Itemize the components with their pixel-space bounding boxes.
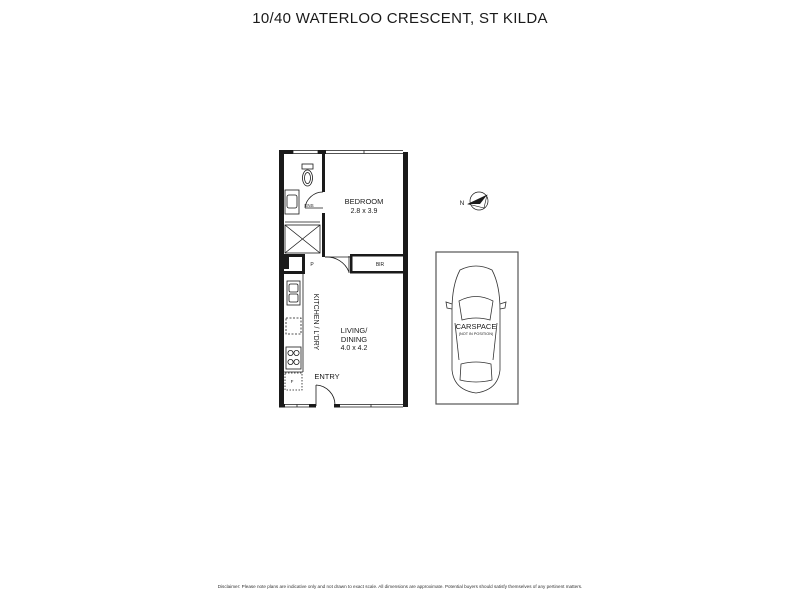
living-label-line2: DINING (340, 335, 368, 344)
kitchen-fixtures (284, 274, 303, 390)
structural-column (280, 256, 289, 269)
bir-label: BIR (375, 262, 385, 268)
left-wall (279, 152, 284, 407)
living-label-line1: LIVING/ (340, 326, 368, 335)
right-wall (403, 152, 408, 407)
ensuite-bedroom-wall (322, 154, 325, 192)
top-wall-left (279, 150, 293, 154)
bottom-wall-mid (309, 404, 316, 408)
disclaimer: Disclaimer: Please note plans are indicative only and not drawn to exact scale. All dimensions are approximate. Potential buyers should satisfy themselves of any pertinent matters. (217, 584, 583, 589)
cooktop-icon (286, 347, 301, 369)
compass-north-label: N (459, 200, 465, 207)
carspace-sublabel: (NOT IN POSITION) (458, 332, 494, 336)
carspace (436, 252, 518, 404)
bottom-wall-left (279, 404, 285, 408)
fridge-space (285, 373, 302, 390)
bir-wall (350, 254, 353, 273)
carspace-label: CARSPACE (455, 322, 497, 331)
living-size: 4.0 x 4.2 (340, 345, 368, 352)
pantry-label: P (310, 262, 314, 268)
bedroom-label: BEDROOM (344, 197, 384, 206)
entry-label: ENTRY (314, 372, 340, 381)
dishwasher-icon (286, 318, 301, 334)
top-wall-mid (318, 150, 326, 154)
compass (460, 192, 488, 210)
ens-label: ENS (304, 203, 314, 208)
toilet-icon (302, 164, 313, 169)
kitchen-label: KITCHEN / L'DRY (312, 293, 319, 351)
plan-title: 10/40 WATERLOO CRESCENT, ST KILDA (252, 10, 548, 27)
ensuite-fixtures (285, 164, 320, 253)
fridge-label: F (290, 379, 294, 384)
bedroom-size: 2.8 x 3.9 (350, 208, 378, 215)
